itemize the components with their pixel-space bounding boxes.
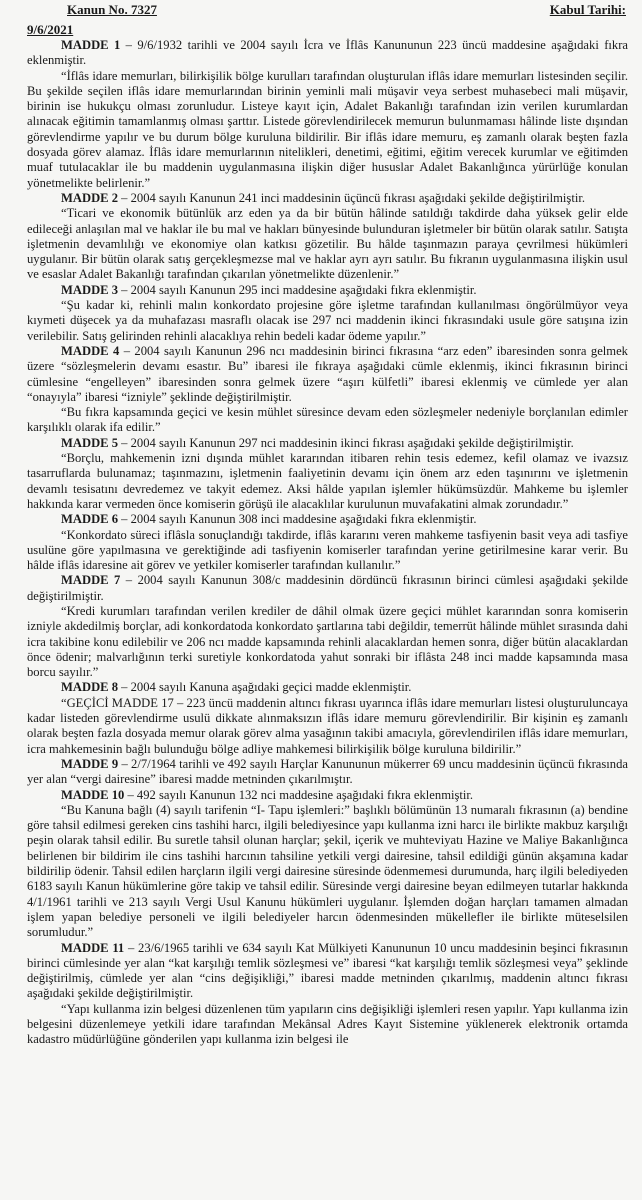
article-paragraph bbox=[27, 680, 628, 695]
quoted-paragraph bbox=[27, 451, 628, 512]
paragraph-text: “Bu fıkra kapsamında geçici ve kesin mühlet süresince devam eden sözleşmeler nedeniyle borçlanılan edimler karşılıklı olarak ifa edilir.” bbox=[27, 405, 628, 435]
article-heading: MADDE 4 bbox=[61, 343, 120, 358]
paragraph-text: “GEÇİCİ MADDE 17 – 223 üncü maddenin altıncı fıkrası uyarınca iflâs idare memurları listesi oluşturuluncaya kadar listeden görevlendirme usulü dikkate alınmaksızın iflâs idare memuru görevlendirilir. Bir kişinin eş zamanlı olarak beşten fazla dosyada memur olarak görev alma yasağının takibi amacıyla, görevlendirilen iflâs idare memurları, icra mahkemesinin bağlı bulunduğu bölge adliye mahkemesi bilirkişilik bölge kuruluna bildirilir.” bbox=[27, 695, 628, 756]
paragraph-text: – 2004 sayılı Kanunun 295 inci maddesine aşağıdaki fıkra eklenmiştir. bbox=[118, 282, 477, 297]
quoted-paragraph bbox=[27, 696, 628, 757]
article-paragraph bbox=[27, 757, 628, 788]
paragraph-text: “Bu Kanuna bağlı (4) sayılı tarifenin “I- Tapu işlemleri:” başlıklı bölümünün 13 numaralı fıkrasının (a) bendine göre tahsil edilmesi gereken cins tashihi harcı, ilgili belediyesince yapı kullanma izni harcı ile birlikte makbuz karşılığı peşin olarak tahsil edilir. Bu suretle tahsil olunan harçlar; şekil, içerik ve muhteviyatı Hazine ve Maliye Bakanlığınca belirlenen bir bildirim ile cins tashihi harcının tahsiline yetkili vergi dairesine, tahsil edildiği günün akşamına kadar bildirilip ödenir. Tahsil edilen harçların ilgili vergi dairesine süresinde ödenmemesi durumunda, harç ilgili belediyeden 6183 sayılı Kanun hükümlerine göre takip ve tahsil edilir. Süresinde vergi dairesine beyan edilmeyen tutarlar hakkında 4/1/1961 tarihli ve 213 sayılı Vergi Usul Kanunu hükümleri uygulanır. İşlemden doğan harçları tamamen almadan işlem yapan belediye personeli ve ilgili belediyeler harcın ödenmesinden mükellefler ile birlikte müteselsilen sorumludur.” bbox=[27, 802, 628, 940]
law-number: Kanun No. 7327 bbox=[67, 2, 157, 17]
article-paragraph bbox=[27, 344, 628, 405]
quoted-paragraph bbox=[27, 405, 628, 436]
document-header bbox=[27, 0, 628, 22]
paragraph-text: “İflâs idare memurları, bilirkişilik bölge kurulları tarafından oluşturulan iflâs idare memurları listesinden seçilir. Bu şekilde seçilen iflâs idare memurlarından birinin yeminli mali müşavir veya serbest muhasebeci mali müşavir, birinin ise hukukçu olması zorunludur. Listeye kayıt için, Adalet Bakanlığı tarafından izin verilen kurumlardan alınacak eğitimin tamamlanmış olması şarttır. Listede görevlendirilecek memurun bulunmaması hâlinde liste dışından görevlendirme yapılır ve bu durum bölge kuruluna bildirilir. Bir iflâs idare memuru, eş zamanlı olarak beşten fazla dosyada görev alamaz. İflâs idare memurlarının nitelikleri, denetimi, eğitimi, eğitim verecek kurumlar ve eğitimden muaf tutulacaklar ile bu maddenin uygulanmasına ilişkin diğer hususlar Adalet Bakanlığınca yürürlüğe konulan yönetmelikte belirlenir.” bbox=[27, 68, 628, 190]
article-heading: MADDE 3 bbox=[61, 282, 119, 297]
article-paragraph bbox=[27, 38, 628, 69]
quoted-paragraph bbox=[27, 69, 628, 191]
document-body bbox=[27, 38, 628, 1048]
article-paragraph bbox=[27, 283, 628, 298]
paragraph-text: “Ticari ve ekonomik bütünlük arz eden ya da bir bütün hâlinde satıldığı takdirde daha yüksek gelir elde edileceği anlaşılan mal ve haklar ile bu mal ve hakları bünyesinde bulunduran işletmeler bir bütün olarak satılır. Satışta işletmenin devamlılığı ve ekonomiye olan katkısı gözetilir. Bu hâlde taşınmazın paraya çevrilmesi hükümleri uygulanır. Bir bütün olarak satış gerçekleşmezse mal ve haklar ayrı ayrı satılır. Bu fıkranın uygulanmasına ilişkin usul ve esaslar Adalet Bakanlığı tarafından çıkarılan yönetmelikte düzenlenir.” bbox=[27, 206, 628, 282]
article-heading: MADDE 9 bbox=[61, 756, 119, 771]
paragraph-text: – 2004 sayılı Kanunun 241 inci maddesinin üçüncü fıkrası aşağıdaki şekilde değiştirilmiştir. bbox=[118, 190, 585, 205]
article-paragraph bbox=[27, 788, 628, 803]
paragraph-text: – 2004 sayılı Kanunun 308/c maddesinin dördüncü fıkrasının birinci cümlesi aşağıdaki şekilde değiştirilmiştir. bbox=[27, 573, 628, 603]
article-heading: MADDE 2 bbox=[61, 190, 119, 205]
quoted-paragraph bbox=[27, 528, 628, 574]
paragraph-text: – 9/6/1932 tarihli ve 2004 sayılı İcra ve İflâs Kanununun 223 üncü maddesine aşağıdaki fıkra eklenmiştir. bbox=[27, 38, 628, 68]
article-heading: MADDE 6 bbox=[61, 512, 119, 527]
quoted-paragraph bbox=[27, 298, 628, 344]
acceptance-date-label: Kabul Tarihi: bbox=[549, 2, 626, 17]
paragraph-text: – 2004 sayılı Kanuna aşağıdaki geçici madde eklenmiştir. bbox=[118, 680, 412, 695]
article-paragraph bbox=[27, 941, 628, 1002]
paragraph-text: – 23/6/1965 tarihli ve 634 sayılı Kat Mülkiyeti Kanununun 10 uncu maddesinin beşinci fıkrasının birinci cümlesinde yer alan “kat karşılığı temlik sözleşmesi ve” ibaresi “kat karşılığı temlik sözleşmesi veya” şeklinde değiştirilmiş, cümlede yer alan “cins değişikliği,” ibaresi madde metninden çıkarılmış, maddenin altıncı fıkrası aşağıdaki şekilde değiştirilmiştir. bbox=[27, 940, 628, 1001]
paragraph-text: – 2/7/1964 tarihli ve 492 sayılı Harçlar Kanununun mükerrer 69 uncu maddesinin üçüncü fıkrasında yer alan “vergi dairesine” ibaresi madde metninden çıkarılmıştır. bbox=[27, 756, 628, 787]
paragraph-text: “Konkordato süreci iflâsla sonuçlandığı takdirde, iflâs kararını veren mahkeme tasfiyenin basit veya adi tasfiye usulüne göre yapılmasına ve gerektiğinde adi tasfiyenin komiserler tarafından yerine getirilmesine karar verir. Bu hâlde iflâs idaresine ait görev ve yetkiler komiserler tarafından kullanılır.” bbox=[27, 527, 628, 573]
paragraph-text: – 2004 sayılı Kanunun 308 inci maddesine aşağıdaki fıkra eklenmiştir. bbox=[118, 512, 477, 527]
article-paragraph bbox=[27, 573, 628, 604]
paragraph-text: – 492 sayılı Kanunun 132 nci maddesine aşağıdaki fıkra eklenmiştir. bbox=[124, 787, 474, 802]
paragraph-text: “Yapı kullanma izin belgesi düzenlenen tüm yapıların cins değişikliği işlemleri resen yapılır. Yapı kullanma izin belgesini düzenlemeye yetkili idare tarafından Mekânsal Adres Kayıt Sistemine yüklenerek elektronik ortamda kadastro müdürlüğüne gönderilen yapı kullanma izin belgesi ile bbox=[27, 1001, 628, 1047]
article-paragraph bbox=[27, 512, 628, 527]
quoted-paragraph bbox=[27, 1002, 628, 1048]
paragraph-text: – 2004 sayılı Kanunun 297 nci maddesinin ikinci fıkrası aşağıdaki şekilde değiştirilmiştir. bbox=[118, 435, 574, 450]
paragraph-text: “Kredi kurumları tarafından verilen krediler de dâhil olmak üzere geçici mühlet kararından sonra komiserin izniyle akdedilmiş borçlar, adi konkordatoda konkordato şartlarına tabi değildir, temerrüt hâlinde mühlet sırasında dahi icra takibine konu edilebilir ve 206 ncı madde kapsamında rehinli alacaklardan hemen sonra, diğer bütün alacaklardan önce ödenir; malvarlığının terki suretiyle konkordatoda yahut sonraki bir iflâsta 248 inci madde kapsamında masa borcu sayılır.” bbox=[27, 603, 628, 680]
quoted-paragraph bbox=[27, 604, 628, 680]
quoted-paragraph bbox=[27, 803, 628, 941]
acceptance-date: 9/6/2021 bbox=[27, 22, 74, 37]
article-heading: MADDE 11 bbox=[61, 940, 125, 955]
article-paragraph bbox=[27, 191, 628, 206]
paragraph-text: – 2004 sayılı Kanunun 296 ncı maddesinin birinci fıkrasına “arz eden” ibaresinden sonra gelmek üzere “sözleşmelerin devamı esastır. Bu” ibaresi ile fıkraya aşağıdaki cümle eklenmiş, ikinci fıkrasının birinci cümlesine “engelleyen” ibaresinden sonra gelmek üzere “aşırı külfetli” ibaresi eklenmiş ve cümlede yer alan “onayıyla” ibaresi “izniyle” şeklinde değiştirilmiştir. bbox=[27, 343, 628, 404]
quoted-paragraph bbox=[27, 206, 628, 282]
paragraph-text: “Şu kadar ki, rehinli malın konkordato projesine göre işletme tarafından kullanılması öngörülmüyor veya kıymeti düşecek ya da muhafazası masraflı olacak ise 297 nci maddenin ikinci fıkrasındaki usule göre satışına izin verilebilir. Satış gelirinden rehinli alacaklıya rehin bedeli kadar ödeme yapılır.” bbox=[27, 298, 628, 343]
article-heading: MADDE 8 bbox=[61, 680, 119, 695]
article-paragraph bbox=[27, 436, 628, 451]
article-heading: MADDE 7 bbox=[61, 573, 121, 588]
article-heading: MADDE 10 bbox=[61, 787, 125, 802]
article-heading: MADDE 5 bbox=[61, 435, 119, 450]
article-heading: MADDE 1 bbox=[61, 38, 121, 52]
paragraph-text: “Borçlu, mahkemenin izni dışında mühlet kararından itibaren rehin tesis edemez, kefil olamaz ve ivazsız tasarruflarda bulunamaz; taşınmazını, işletmenin faaliyetinin devamı için önem arz eden taşınırını ve işletmenin devamlı tesisatını devredemez ve takyit edemez. Aksi hâlde yapılan işlemler hükümsüzdür. Mahkeme bu işlemler hakkında karar vermeden önce komiserin görüşü ile alacaklılar kurulunun muvafakatini almak zorundadır.” bbox=[27, 451, 628, 511]
